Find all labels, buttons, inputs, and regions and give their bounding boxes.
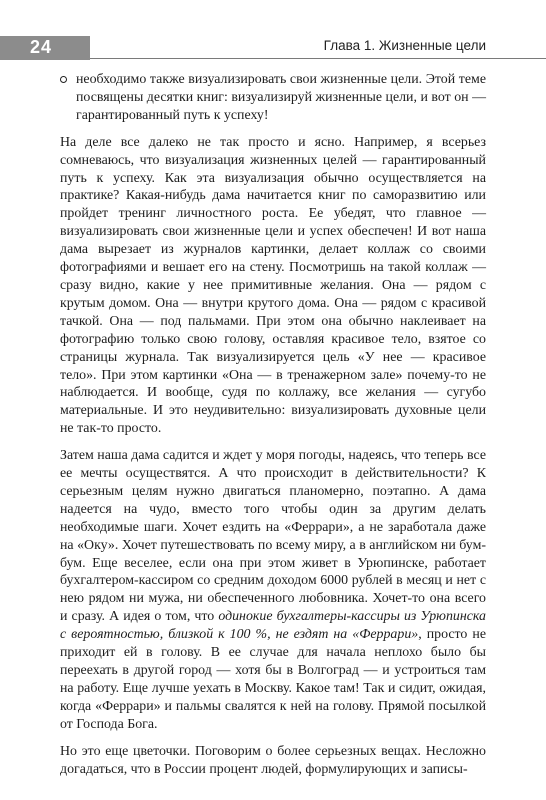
circle-bullet-icon xyxy=(60,76,67,83)
header-rule xyxy=(90,58,546,59)
bullet-text: необходимо также визуализировать свои жизненные цели. Этой теме посвящены десятки книг: визуализируй жизненные цели, и вот он — гарантированный путь к успеху! xyxy=(76,72,486,123)
paragraph-2-emphasis: одинокие бухгалтеры-кассиры из Урюпинска с вероятностью, близкой к 100 %, не ездят на «Феррари» xyxy=(60,609,486,643)
page-header xyxy=(0,36,546,60)
paragraph-2 xyxy=(60,447,486,734)
paragraph-1: На деле все далеко не так просто и ясно. Например, я всерьез сомневаюсь, что визуализация жизненных целей — гарантированный путь к успеху. Как эта визуализация обычно осуществляется на практике? Какая-нибудь дама начитается книг по саморазвитию или пройдет тренинг личностного роста. Ее убедят, что главное — визуализировать свои жизненные цели и успех обеспечен! И вот наша дама вырезает из журналов картинки, делает коллаж со своими фотографиями и вешает его на стену. Посмотришь на такой коллаж — сразу видно, какие у нее примитивные желания. Она — рядом с крутым домом. Она — внутри крутого дома. Она — рядом с красивой тачкой. Она — под пальмами. При этом она обычно наклеивает на фотографию только свою голову, оставляя красивое тело, взятое со страницы журнала. Так визуализируется цель «У нее — красивое тело». При этом картинки «Она — в тренажерном зале» почему-то не наблюдается. И вообще, судя по коллажу, все желания — сугубо материальные. И это неудивительно: визуализировать духовные цели не так-то просто. xyxy=(60,134,486,437)
page-number-bar xyxy=(0,36,90,60)
bullet-item xyxy=(60,71,486,125)
chapter-title: Глава 1. Жизненные цели xyxy=(323,38,486,53)
page-number: 24 xyxy=(30,37,53,57)
page-body xyxy=(60,71,486,787)
paragraph-2-text-start: Затем наша дама садится и ждет у моря погоды, надеясь, что теперь все ее мечты осуществятся. А что происходит в действительности? К серьезным целям нужно двигаться планомерно, поэтапно. А дама надеется на чудо, вместо того чтобы один за другим делать необходимые шаги. Хочет ездить на «Феррари», а не заработала даже на «Оку». Хочет путешествовать по всему миру, а в английском ни бум-бум. Еще веселее, если она при этом живет в Урюпинске, работает бухгалтером-кассиром со средним доходом 6000 рублей в месяц и нет с нею рядом ни мужа, ни обеспеченного любовника. Хочет-то она всего и сразу. А идея о том, что xyxy=(60,448,486,625)
paragraph-2-text-end: , просто не приходит ей в голову. В ее случае для начала неплохо было бы переехать в другой город — хотя бы в Волгоград — и устроиться там на работу. Еще лучше уехать в Москву. Какое там! Так и сидит, ожидая, когда «Феррари» и пальмы свалятся к ней на голову. Прямой посылкой от Господа Бога. xyxy=(60,627,486,732)
paragraph-3: Но это еще цветочки. Поговорим о более серьезных вещах. Несложно догадаться, что в России процент людей, формулирующих и записы- xyxy=(60,743,486,777)
